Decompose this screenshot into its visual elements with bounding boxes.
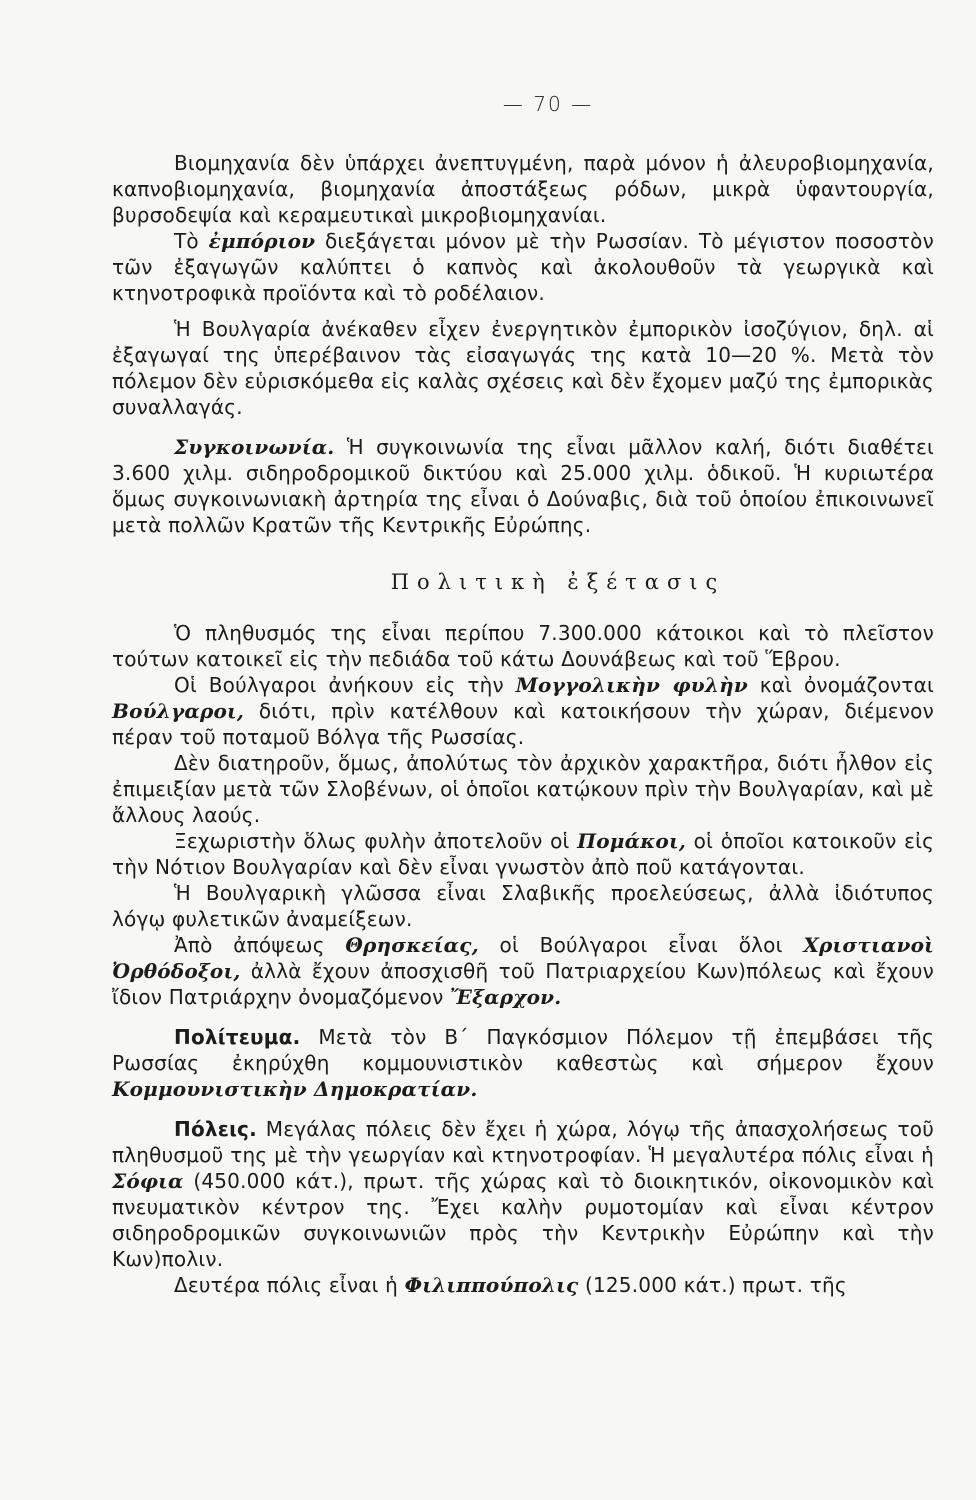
paragraph-population: Ὁ πληθυσμός της εἶναι περίπου 7.300.000 κάτοικοι καὶ τὸ πλεῖστον τούτων κατοικεῖ εἰς τὴν πεδιάδα τοῦ κάτω Δουνάβεως καὶ τοῦ Ἕβρου. [112,621,934,671]
paragraph-mixing: Δὲν διατηροῦν, ὅμως, ἀπολύτως τὸν ἀρχικὸν χαρακτῆρα, διότι ἦλθον εἰς ἐπιμειξίαν μετὰ τῶν Σλοβένων, οἱ ὁποῖοι κατῴκουν πρὶν τὴν Βουλγαρίαν, καὶ μὲ ἄλλους λαούς. [112,751,934,827]
term-religion: Θρησκείας, [345,933,479,957]
text-segment: καὶ ὀνομάζονται [747,673,934,697]
text-segment: ἀλλὰ ἔχουν ἀποσχισθῆ τοῦ Πατριαρχείου Κων)πόλεως καὶ ἔχουν ἴδιον Πατριάρχην ὀνομαζόμενον [112,959,934,1009]
term-mongol-race: Μογγολικὴν φυλὴν [515,673,748,697]
text-segment: Ἀπὸ ἀπόψεως [174,933,346,957]
text-segment: Δευτέρα πόλις εἶναι ἡ [174,1273,405,1297]
text-segment: Τὸ [174,229,209,253]
term-exarch: Ἔξαρχον. [450,985,562,1009]
text-segment: διεξάγεται μόνον μὲ τὴν Ρωσσίαν. Τὸ μέγιστον ποσοστὸν τῶν ἐξαγωγῶν καλύπτει ὁ καπνὸς καὶ ἀκολουθοῦν τὰ γεωργικὰ καὶ κτηνοτροφικὰ προϊόντα καὶ τὸ ροδέλαιον. [112,229,934,305]
page-number: — 70 — [502,92,594,116]
paragraph-industry: Βιομηχανία δὲν ὑπάρχει ἀνεπτυγμένη, παρὰ μόνον ἡ ἀλευροβιομηχανία, καπνοβιομηχανία, βιομηχανία ἀποστάξεως ρόδων, μικρὰ ὑφαντουργία, βυρσοδεψία καὶ κεραμευτικαὶ μικροβιομηχανίαι. [112,151,934,227]
term-orthodox: Χριστιανοὶ Ὀρθόδοξοι, [112,933,934,983]
paragraph-trade-balance: Ἡ Βουλγαρία ἀνέκαθεν εἶχεν ἐνεργητικὸν ἐμπορικὸν ἰσοζύγιον, δηλ. αἱ ἐξαγωγαί της ὑπερέβαινον τὰς εἰσαγωγάς της κατὰ 10—20 %. Μετὰ τὸν πόλεμον δὲν εὑρισκόμεθα εἰς καλὰς σχέσεις καὶ δὲν ἔχομεν μαζύ της ἐμπορικὰς συναλλαγάς. [112,317,934,419]
paragraph-polity [112,1024,934,1102]
term-cities: Πόλεις. [174,1117,257,1141]
text-segment: Μετὰ τὸν Β΄ Παγκόσμιον Πόλεμον τῇ ἐπεμβάσει τῆς Ρωσσίας ἐκηρύχθη κομμουνιστικὸν καθεστὼς καὶ σήμερον ἔχουν [112,1025,934,1075]
paragraph-ethnicity [112,672,934,750]
paragraph-pomaks [112,828,934,880]
term-philippopolis: Φιλιππούπολις [404,1273,579,1297]
paragraph-language: Ἡ Βουλγαρικὴ γλῶσσα εἶναι Σλαβικῆς προελεύσεως, ἀλλὰ ἰδιότυπος λόγῳ φυλετικῶν ἀναμείξεων. [112,881,934,931]
term-sofia: Σόφια [112,1169,184,1193]
text-segment: Ξεχωριστὴν ὅλως φυλὴν ἀποτελοῦν οἱ [174,829,578,853]
term-polity: Πολίτευμα. [174,1025,301,1049]
text-segment: διότι, πρὶν κατέλθουν καὶ κατοικήσουν τὴν χώραν, διέμενον πέραν τοῦ ποταμοῦ Βόλγα τῆς Ρωσσίας. [112,699,934,749]
text-segment: (125.000 κάτ.) πρωτ. τῆς [578,1273,847,1297]
text-segment: Μεγάλας πόλεις δὲν ἔχει ἡ χώρα, λόγῳ τῆς ἀπασχολήσεως τοῦ πληθυσμοῦ της μὲ τὴν γεωργίαν καὶ κτηνοτροφίαν. Ἡ μεγαλυτέρα πόλις εἶναι ἡ [112,1117,934,1167]
paragraph-plovdiv [112,1272,934,1298]
term-communications: Συγκοινωνία. [174,435,335,459]
section-heading: Πολιτικὴ ἐξέτασις [390,570,726,594]
paragraph-trade [112,228,934,306]
term-bulgarians: Βούλγαροι, [112,699,245,723]
term-communist-republic: Κομμουνιστικὴν Δημοκρατίαν. [112,1077,478,1101]
paragraph-religion [112,932,934,1010]
text-segment: οἱ ὁποῖοι κατοικοῦν εἰς τὴν Νότιον Βουλγαρίαν καὶ δὲν εἶναι γνωστὸν ἀπὸ ποῦ κατάγονται. [112,829,935,879]
text-segment: Οἱ Βούλγαροι ἀνήκουν εἰς τὴν [174,673,516,697]
text-segment: Ἡ συγκοινωνία της εἶναι μᾶλλον καλή, διότι διαθέτει 3.600 χιλμ. σιδηροδρομικοῦ δικτύου καὶ 25.000 χιλμ. ὁδικοῦ. Ἡ κυριωτέρα ὅμως συγκοινωνιακὴ ἀρτηρία της εἶναι ὁ Δούναβις, διὰ τοῦ ὁποίου ἐπικοινωνεῖ μετὰ πολλῶν Κρατῶν τῆς Κεντρικῆς Εὐρώπης. [112,435,934,537]
term-trade: ἐμπόριον [208,229,316,253]
text-segment: οἱ Βούλγαροι εἶναι ὅλοι [478,933,804,957]
paragraph-cities [112,1116,934,1272]
text-segment: (450.000 κάτ.), πρωτ. τῆς χώρας καὶ τὸ διοικητικόν, οἰκονομικὸν καὶ πνευματικὸν κέντρον της. Ἔχει καλὴν ρυμοτομίαν καὶ εἶναι κέντρον σιδηροδρομικῶν συγκοινωνιῶν πρὸς τὴν Κεντρικὴν Εὐρώπην καὶ τὴν Κων)πολιν. [112,1169,934,1271]
term-pomaks: Πομάκοι, [577,829,687,853]
paragraph-communications [112,434,934,538]
